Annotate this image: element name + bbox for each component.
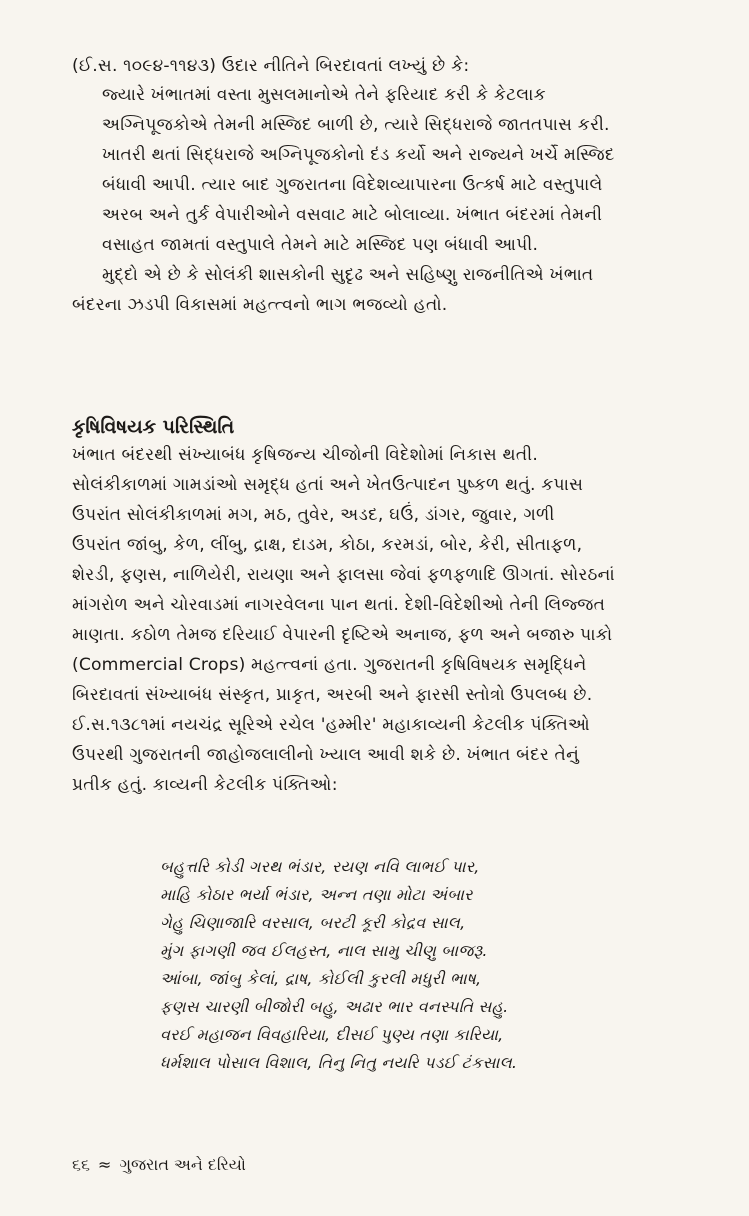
paragraph3-line-4: ઉપરાંત જાંબુ, કેળ, લીંબુ, દ્રાક્ષ, દાડમ, કોઠા, કરમડાં, બોર, કેરી, સીતાફળ, (72, 535, 583, 555)
page-number: ૬૬ (72, 1155, 90, 1174)
paragraph1-line-4: બંધાવી આપી. ત્યાર બાદ ગુજરાતના વિદેશવ્યાપારના ઉત્કર્ષ માટે વસ્તુપાલે (102, 175, 603, 195)
intro-line: (ઈ.સ. ૧૦૯૪-૧૧૪૩) ઉદાર નીતિને બિરદાવતાં લખ્યું છે કે: (72, 56, 470, 76)
book-title: ગુજરાત અને દરિયો (119, 1155, 246, 1174)
section-heading: કૃષિવિષયક પરિસ્થિતિ (72, 416, 235, 438)
paragraph3-line-1: ખંભાત બંદરથી સંખ્યાબંધ કૃષિજન્ય ચીજોની વિદેશોમાં નિકાસ થતી. (72, 445, 538, 465)
verse-line-3: ગેહુ ચિણાજારિ વરસાલ, બરટી કૂરી કોદ્રવ સાલ, (160, 913, 466, 932)
paragraph3-line-6: માંગરોળ અને ચોરવાડમાં નાગરવેલના પાન થતાં. દેશી-વિદેશીઓ તેની લિજ્જત (72, 595, 606, 615)
verse-line-8: ધર્મશાલ પોસાલ વિશાલ, તિનુ નિતુ નયરિ પડઈ ટંકસાલ. (160, 1053, 518, 1072)
verse-line-2: માહિ કોઠાર ભર્યા ભંડાર, અન્ન તણા મોટા અંબાર (160, 885, 473, 904)
paragraph1-line-5: અરબ અને તુર્ક વેપારીઓને વસવાટ માટે બોલાવ્યા. ખંભાત બંદરમાં તેમની (102, 205, 603, 225)
paragraph3-line-10: ઈ.સ.૧૩૮૧માં નયચંદ્ર સૂરિએ રચેલ 'હમ્મીર' મહાકાવ્યની કેટલીક પંક્તિઓ (72, 715, 591, 735)
verse-line-5: આંબા, જાંબુ કેલાં, દ્રાષ, કોઈલી કુરલી મધુરી ભાષ, (160, 969, 482, 988)
verse-line-6: ફણસ ચારણી બીજોરી બહુ, અઢાર ભાર વનસ્પતિ સહુ. (160, 997, 509, 1016)
paragraph1-line-6: વસાહત જામતાં વસ્તુપાલે તેમને માટે મસ્જિદ પણ બંધાવી આપી. (102, 235, 539, 255)
paragraph2-line-2: બંદરના ઝડપી વિકાસમાં મહત્ત્વનો ભાગ ભજવ્યો હતો. (72, 295, 448, 315)
verse-line-1: બહુત્તરિ કોડી ગરથ ભંડાર, રયણ નવિ લાભઈ પાર, (160, 857, 480, 876)
paragraph3-line-2: સોલંકીકાળમાં ગામડાંઓ સમૃદ્ધ હતાં અને ખેતઉત્પાદન પુષ્કળ થતું. કપાસ (72, 475, 584, 495)
paragraph3-line-8: (Commercial Crops) મહત્ત્વનાં હતા. ગુજરાતની કૃષિવિષયક સમૃદ્ધિને (72, 655, 587, 675)
paragraph3-line-12: પ્રતીક હતું. કાવ્યની કેટલીક પંક્તિઓ: (72, 775, 338, 795)
page-footer (72, 1151, 246, 1179)
paragraph3-line-5: શેરડી, ફણસ, નાળિયેરી, રાયણા અને ફાલસા જેવાં ફળફળાદિ ઊગતાં. સોરઠનાં (72, 565, 615, 585)
paragraph1-line-3: ખાતરી થતાં સિદ્ધરાજે અગ્નિપૂજકોનો દંડ કર્યો અને રાજ્યને ખર્ચે મસ્જિદ (102, 145, 615, 165)
footer-separator: ≈ (97, 1155, 112, 1174)
paragraph2-line-1: મુદ્દો એ છે કે સોલંકી શાસકોની સુદૃઢ અને સહિષ્ણુ રાજનીતિએ ખંભાત (102, 265, 594, 285)
paragraph1-line-1: જ્યારે ખંભાતમાં વસ્તા મુસલમાનોએ તેને ફરિયાદ કરી કે કેટલાક (102, 85, 546, 105)
paragraph3-line-7: માણતા. કઠોળ તેમજ દરિયાઈ વેપારની દૃષ્ટિએ અનાજ, ફળ અને બજારુ પાકો (72, 625, 613, 645)
paragraph3-line-3: ઉપરાંત સોલંકીકાળમાં મગ, મઠ, તુવેર, અડદ, ઘઉં, ડાંગર, જુવાર, ગળી (72, 505, 555, 525)
paragraph3-line-11: ઉપરથી ગુજરાતની જાહોજલાલીનો ખ્યાલ આવી શકે છે. ખંભાત બંદર તેનું (72, 745, 580, 765)
verse-line-7: વરઈ મહાજન વિવહારિયા, દીસઈ પુણ્ય તણા કારિયા, (160, 1025, 504, 1044)
paragraph1-line-2: અગ્નિપૂજકોએ તેમની મસ્જિદ બાળી છે, ત્યારે સિદ્ધરાજે જાતતપાસ કરી. (102, 115, 610, 135)
paragraph3-line-9: બિરદાવતાં સંખ્યાબંધ સંસ્કૃત, પ્રાકૃત, અરબી અને ફારસી સ્તોત્રો ઉપલબ્ધ છે. (72, 685, 593, 705)
verse-line-4: મુંગ ફાગણી જવ ઈલહસ્ત, નાલ સામુ ચીણુ બાજરૂ. (160, 941, 488, 960)
